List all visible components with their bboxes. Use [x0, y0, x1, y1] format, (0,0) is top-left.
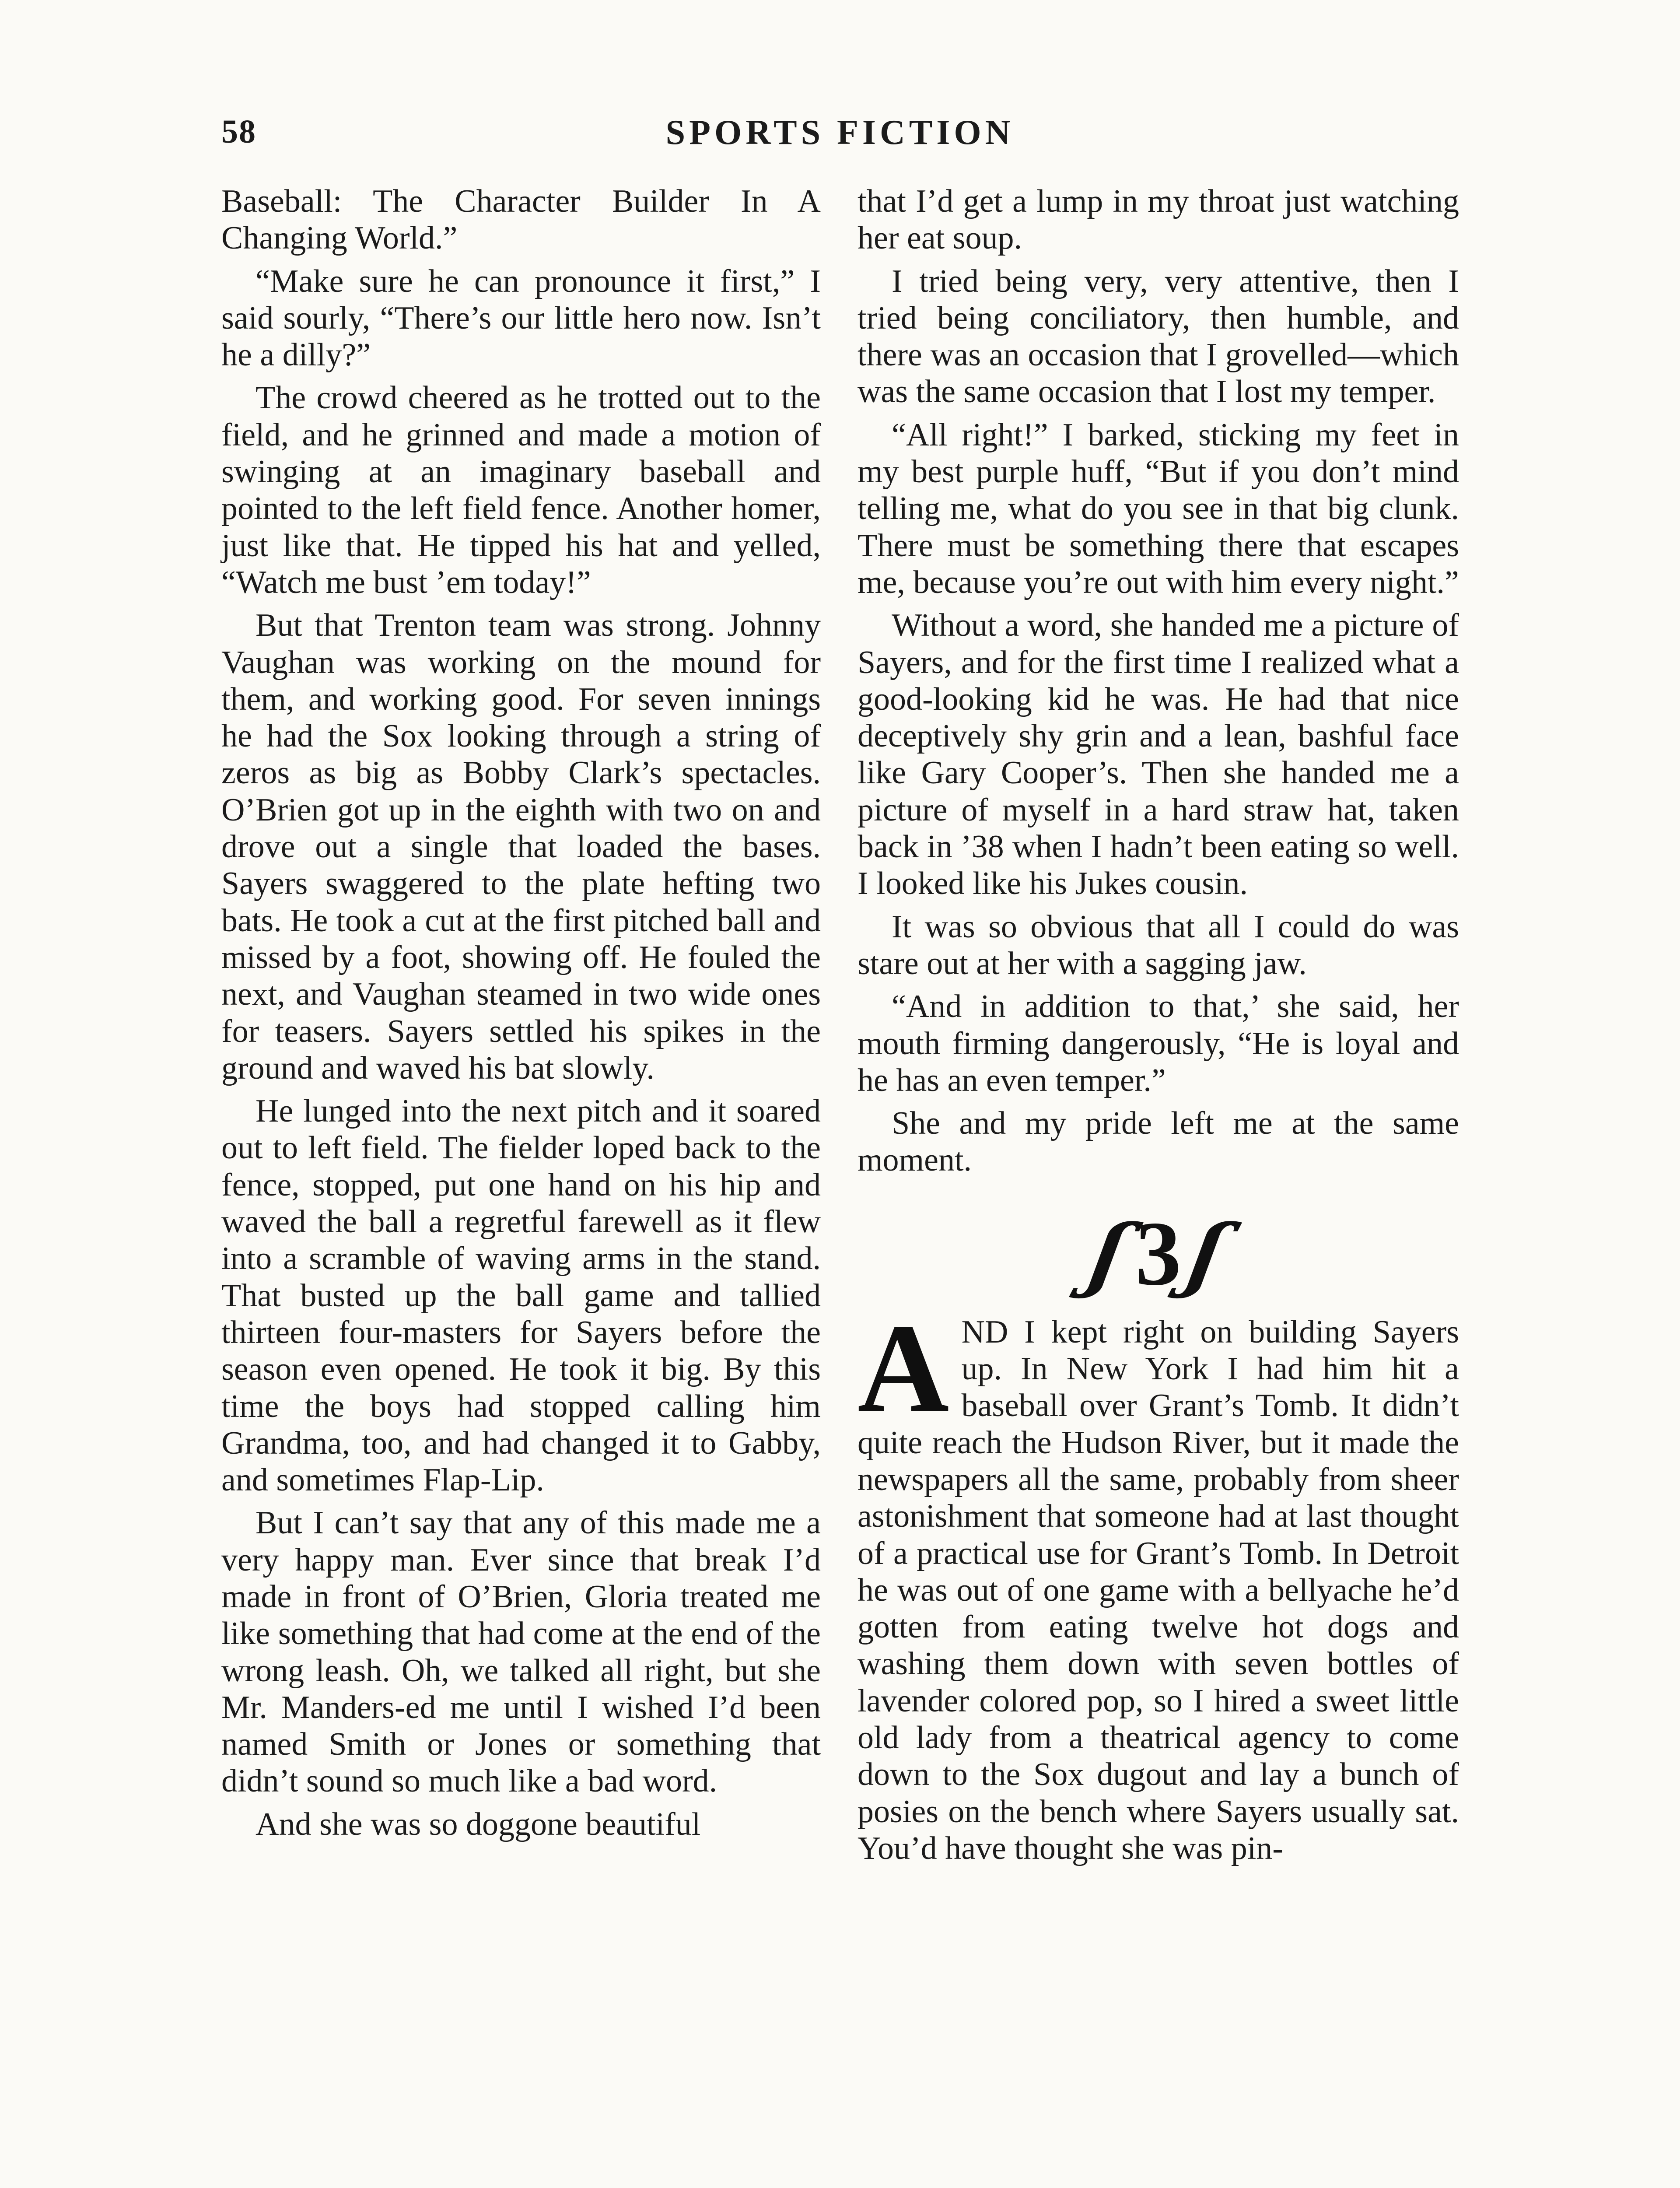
paragraph: And she was so doggone beautiful — [256, 1806, 701, 1842]
paragraph: He lunged into the next pitch and it soared out to left field. The fielder loped back to the fence, stopped, put one hand on his hip and waved the ball a regretful farewell as it flew into a scramble of waving arms in the stand. That busted up the ball game and tallied thirteen four-masters for Sayers before the season even opened. He took it big. By this time the boys had stopped calling him Grandma, too, and had changed it to Gabby, and sometimes Flap-Lip. — [221, 1093, 821, 1498]
paragraph: “Make sure he can pronounce it first,” I said sourly, “There’s our little hero now. Isn’t he a dilly?” — [221, 263, 821, 373]
paragraph: Without a word, she handed me a picture of Sayers, and for the first time I realized what a good-looking kid he was. He had that nice deceptively shy grin and a lean, bashful face like Gary Cooper’s. Then she handed me a picture of myself in a hard straw hat, taken back in ’38 when I hadn’t been eating so well. I looked like his Jukes cousin. — [858, 607, 1459, 902]
paragraph: But I can’t say that any of this made me a very happy man. Ever since that break I’d made in front of O’Brien, Gloria treated me like something that had come at the end of the wrong leash. Oh, we talked all right, but she Mr. Manders-ed me until I wished I’d been named Smith or Jones or something that didn’t sound so much like a bad word. — [221, 1505, 821, 1799]
section-break-3 — [858, 1199, 1459, 1308]
paragraph: that I’d get a lump in my throat just watching her eat soup. — [858, 183, 1459, 256]
paragraph: She and my pride left me at the same moment. — [858, 1105, 1459, 1178]
paragraph: “And in addition to that,’ she said, her mouth firming dangerously, “He is loyal and he has an even temper.” — [858, 989, 1459, 1098]
paragraph: It was so obvious that all I could do was stare out at her with a sagging jaw. — [858, 908, 1459, 982]
paragraph: The crowd cheered as he trotted out to the field, and he grinned and made a motion of swinging at an imaginary baseball and pointed to the left field fence. Another homer, just like that. He tipped his hat and yelled, “Watch me bust ’em today!” — [221, 380, 821, 600]
section-number: 3 — [1135, 1203, 1181, 1304]
swash-ornament-left: ʃ — [1081, 1207, 1138, 1300]
right-column — [858, 183, 1459, 1873]
paragraph: “All right!” I barked, sticking my feet in my best purple huff, “But if you don’t mind telling me, what do you see in that big clunk. There must be something there that escapes me, because you’re out with him every night.” — [858, 417, 1459, 600]
page-number: 58 — [221, 113, 256, 150]
paragraph: I tried being very, very attentive, then I tried being conciliatory, then humble, and there was an occasion that I grovelled—which was the same occasion that I lost my temper. — [858, 263, 1459, 410]
swash-ornament-right: ʃ — [1179, 1207, 1236, 1300]
paragraph: But that Trenton team was strong. Johnny Vaughan was working on the mound for them, and working good. For seven innings he had the Sox looking through a string of zeros as big as Bobby Clark’s spectacles. O’Brien got up in the eighth with two on and drove out a single that loaded the bases. Sayers swaggered to the plate hefting two bats. He took a cut at the first pitched ball and missed by a foot, showing off. He fouled the next, and Vaughan steamed in two wide ones for teasers. Sayers settled his spikes in the ground and waved his bat slowly. — [221, 607, 821, 1086]
paragraph: Baseball: The Character Builder In A Changing World.” — [221, 183, 821, 256]
drop-cap: A — [858, 1297, 949, 1438]
section-paragraph — [858, 1297, 1459, 1867]
left-column — [221, 183, 821, 1849]
section-text: ND I kept right on building Sayers up. In New York I had him hit a baseball over Grant’s Tomb. It didn’t quite reach the Hudson River, but it made the newspapers all the same, probably from sheer astonishment that someone had at last thought of a practical use for Grant’s Tomb. In Detroit he was out of one game with a bellyache he’d gotten from eating twelve hot dogs and washing them down with seven bottles of lavender colored pop, so I hired a sweet little old lady from a theatrical agency to come down to the Sox dugout and lay a bunch of posies on the bench where Sayers usually sat. You’d have thought she was pin- — [858, 1314, 1459, 1866]
running-head: SPORTS FICTION — [665, 113, 1015, 152]
